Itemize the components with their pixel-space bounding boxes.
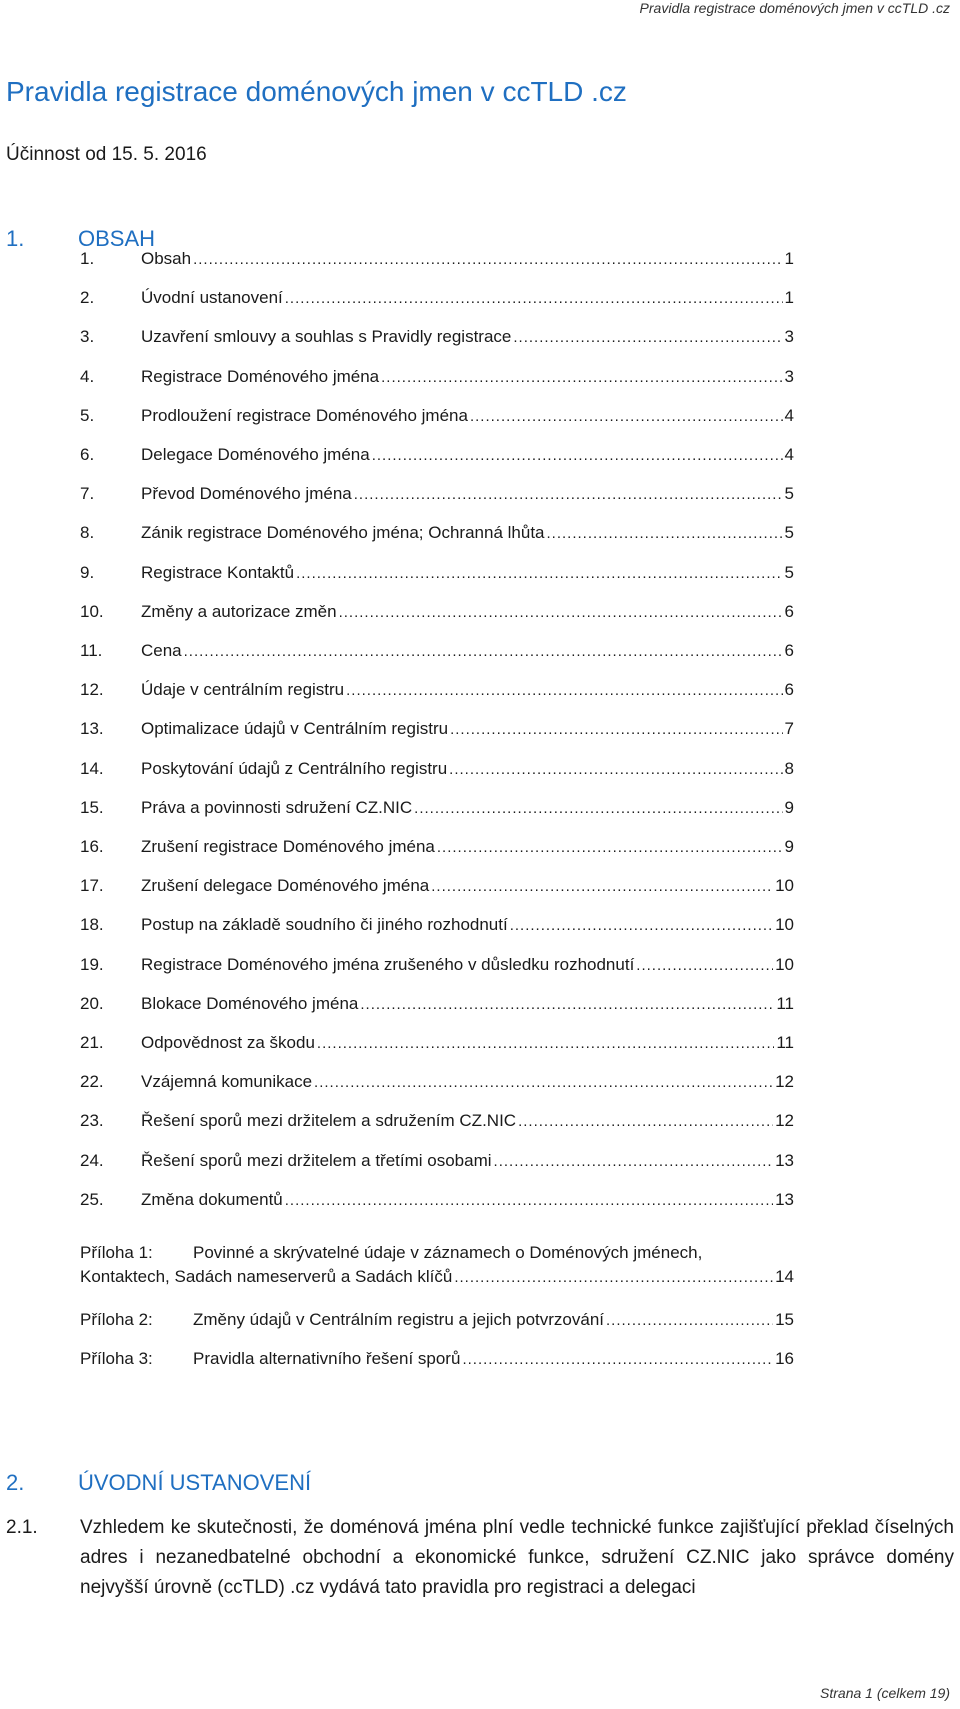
toc-entry[interactable] [80, 367, 794, 391]
toc-entry-title: Blokace Doménového jména [141, 993, 359, 1013]
toc-entry-page: 5 [784, 484, 794, 504]
toc-entry-title: Registrace Doménového jména [141, 366, 380, 386]
toc-entry-title: Úvodní ustanovení [141, 288, 283, 308]
toc-entry[interactable] [80, 523, 794, 547]
toc-entry-number: 17. [80, 876, 104, 896]
section-title: ÚVODNÍ USTANOVENÍ [78, 1470, 312, 1495]
section-number: 1. [6, 226, 25, 251]
toc-entry-page: 9 [784, 837, 794, 856]
toc-entry-title: Řešení sporů mezi držitelem a třetími osobami [141, 1150, 492, 1170]
toc-leader-dots [636, 957, 773, 974]
toc-entry-title: Postup na základě soudního či jiného rozhodnutí [141, 915, 508, 935]
toc-entry-title: Uzavření smlouvy a souhlas s Pravidly registrace [141, 327, 512, 347]
toc-entry-number: 1. [80, 249, 95, 268]
toc-entry-page: 6 [784, 641, 794, 660]
toc-entry-title: Registrace Kontaktů [141, 562, 295, 582]
toc-entry-title: Obsah [141, 249, 192, 268]
toc-entry[interactable] [80, 288, 794, 312]
toc-entry-number: 10. [80, 601, 104, 621]
toc-entry-page: 10 [775, 915, 794, 935]
toc-entry-number: 14. [80, 758, 104, 778]
toc-entry-page: 8 [784, 758, 794, 778]
toc-entry-title: Zánik registrace Doménového jména; Ochranná lhůta [141, 523, 545, 543]
toc-leader-dots [354, 486, 783, 503]
toc-entry-title: Zrušení delegace Doménového jména [141, 876, 430, 896]
toc-entry-title: Změny a autorizace změn [141, 601, 337, 621]
toc-leader-dots [494, 1153, 774, 1170]
toc-entry-title: Zrušení registrace Doménového jména [141, 837, 435, 856]
toc-entry[interactable] [80, 759, 794, 783]
toc-entry[interactable] [80, 641, 794, 665]
paragraph-number: 2.1. [6, 1517, 38, 1538]
toc-entry-number: 20. [80, 993, 104, 1013]
toc-entry-number: 8. [80, 523, 95, 543]
toc-entry-number: 7. [80, 484, 95, 504]
toc-entry-page: 3 [784, 327, 794, 347]
toc-entry-title: Údaje v centrálním registru [141, 680, 345, 700]
toc-leader-dots [450, 721, 782, 738]
toc-entry-number: 25. [80, 1189, 104, 1209]
toc-entry-number: 6. [80, 445, 95, 464]
annex-page: 14 [775, 1267, 794, 1286]
toc-entry-page: 7 [784, 719, 794, 739]
toc-entry-page: 1 [784, 288, 794, 308]
toc-entry-title: Delegace Doménového jména [141, 445, 370, 464]
toc-leader-dots [470, 408, 783, 425]
toc-annex-entry[interactable] [80, 1243, 794, 1291]
toc-entry-page: 11 [776, 1033, 794, 1052]
toc-entry-title: Optimalizace údajů v Centrálním registru [141, 719, 449, 739]
toc-entry-page: 4 [784, 445, 794, 464]
toc-entry-title: Odpovědnost za škodu [141, 1033, 315, 1052]
toc-leader-dots [285, 1192, 773, 1209]
toc-entry[interactable] [80, 719, 794, 743]
toc-entry-number: 18. [80, 915, 104, 935]
toc-entry[interactable] [80, 798, 794, 822]
paragraph-2-1 [6, 1513, 954, 1603]
toc-leader-dots [513, 329, 782, 346]
toc-entry[interactable] [80, 876, 794, 900]
toc-entry[interactable] [80, 406, 794, 430]
annex-title-line1: Povinné a skrývatelné údaje v záznamech o Doménových jménech, [193, 1243, 703, 1262]
toc-leader-dots [285, 290, 783, 307]
section-title: OBSAH [78, 226, 156, 251]
toc-entry-page: 5 [784, 523, 794, 543]
toc-entry-page: 10 [775, 876, 794, 896]
toc-leader-dots [547, 525, 783, 542]
toc-entry-page: 5 [784, 562, 794, 582]
toc-leader-dots [360, 996, 774, 1013]
intro-section-heading [6, 1470, 311, 1496]
toc-entry-number: 12. [80, 680, 104, 700]
toc-leader-dots [437, 839, 783, 856]
toc-leader-dots [510, 917, 773, 934]
toc-entry[interactable] [80, 994, 794, 1018]
toc-entry[interactable] [80, 1033, 794, 1057]
toc-entry-title: Převod Doménového jména [141, 484, 352, 504]
toc-leader-dots [431, 878, 773, 895]
toc-leader-dots [193, 251, 782, 268]
toc-entry-title: Prodloužení registrace Doménového jména [141, 405, 468, 425]
toc-leader-dots [317, 1035, 774, 1052]
toc-annex-entry[interactable] [80, 1310, 794, 1334]
toc-leader-dots [462, 1351, 773, 1368]
toc-entry[interactable] [80, 1111, 794, 1135]
toc-entry-title: Vzájemná komunikace [141, 1072, 313, 1092]
toc-entry[interactable] [80, 249, 794, 273]
toc-entry-number: 19. [80, 954, 104, 974]
toc-entry[interactable] [80, 484, 794, 508]
toc-leader-dots [372, 447, 783, 464]
toc-entry-title: Práva a povinnosti sdružení CZ.NIC [141, 797, 413, 817]
toc-entry-page: 11 [776, 993, 794, 1013]
toc-entry-page: 1 [784, 249, 794, 268]
toc-entry-page: 3 [784, 366, 794, 386]
annex-title-line2: Kontaktech, Sadách nameserverů a Sadách klíčů [80, 1267, 453, 1286]
toc-entry[interactable] [80, 1151, 794, 1175]
toc-entry[interactable] [80, 1190, 794, 1214]
effective-date: Účinnost od 15. 5. 2016 [6, 144, 207, 165]
toc-entry-page: 9 [784, 797, 794, 817]
annex-page: 16 [775, 1349, 794, 1368]
toc-entry-number: 15. [80, 797, 104, 817]
annex-title-line1: Změny údajů v Centrálním registru a jejich potvrzování [193, 1310, 605, 1329]
annex-page: 15 [775, 1310, 794, 1329]
toc-entry-number: 5. [80, 405, 95, 425]
toc-entry-number: 22. [80, 1072, 104, 1092]
toc-entry-number: 13. [80, 719, 104, 739]
toc-entry[interactable] [80, 680, 794, 704]
toc-entry-page: 12 [775, 1111, 794, 1131]
toc-entry-title: Registrace Doménového jména zrušeného v důsledku rozhodnutí [141, 954, 635, 974]
toc-entry[interactable] [80, 1072, 794, 1096]
annex-label: Příloha 1: [80, 1243, 153, 1262]
toc-leader-dots [346, 682, 782, 699]
toc-entry-page: 10 [775, 954, 794, 974]
toc-leader-dots [449, 761, 782, 778]
toc-leader-dots [184, 643, 783, 660]
toc-entry-number: 4. [80, 366, 95, 386]
toc-entry[interactable] [80, 602, 794, 626]
toc-leader-dots [606, 1312, 773, 1329]
paragraph-text: Vzhledem ke skutečnosti, že doménová jména plní vedle technické funkce zajišťující překlad číselných adres i nezanedbatelné obchodní a ekonomické funkce, sdružení CZ.NIC jako správce domény nejvyšší úrovně (ccTLD) .cz vydává tato pravidla pro registraci a delegaci [80, 1517, 954, 1598]
toc-entry-page: 6 [784, 680, 794, 700]
toc-entry-number: 16. [80, 837, 104, 856]
annex-label: Příloha 3: [80, 1349, 153, 1368]
toc-entry-title: Cena [141, 641, 182, 660]
toc-entry[interactable] [80, 327, 794, 351]
toc-leader-dots [381, 369, 782, 386]
toc-entry-number: 3. [80, 327, 95, 347]
toc-annex-entry[interactable] [80, 1349, 794, 1373]
toc-leader-dots [296, 565, 782, 582]
toc-entry[interactable] [80, 915, 794, 939]
toc-entry-page: 12 [775, 1072, 794, 1092]
document-title: Pravidla registrace doménových jmen v ccTLD .cz [6, 76, 627, 107]
toc-entry-title: Poskytování údajů z Centrálního registru [141, 758, 448, 778]
toc-entry-title: Změna dokumentů [141, 1189, 283, 1209]
toc-entry[interactable] [80, 445, 794, 469]
toc-entry-number: 21. [80, 1033, 104, 1052]
toc-entry-number: 23. [80, 1111, 104, 1131]
toc-entry[interactable] [80, 955, 794, 979]
toc-entry-number: 11. [80, 641, 103, 660]
toc-leader-dots [518, 1113, 773, 1130]
toc-entry[interactable] [80, 563, 794, 587]
toc-entry-title: Řešení sporů mezi držitelem a sdružením CZ.NIC [141, 1111, 517, 1131]
toc-leader-dots [414, 800, 782, 817]
toc-entry-number: 2. [80, 288, 95, 308]
annex-label: Příloha 2: [80, 1310, 153, 1329]
toc-leader-dots [454, 1269, 773, 1286]
toc-entry-number: 9. [80, 562, 95, 582]
page-footer: Strana 1 (celkem 19) [820, 1685, 950, 1701]
toc-entry[interactable] [80, 837, 794, 861]
toc-entry-page: 13 [775, 1150, 794, 1170]
toc-leader-dots [314, 1074, 773, 1091]
toc-entry-number: 24. [80, 1150, 104, 1170]
toc-entry-page: 6 [784, 601, 794, 621]
section-number: 2. [6, 1470, 25, 1495]
annex-title-line1: Pravidla alternativního řešení sporů [193, 1349, 461, 1368]
running-header: Pravidla registrace doménových jmen v ccTLD .cz [639, 0, 950, 16]
toc-leader-dots [339, 604, 783, 621]
toc-entry-page: 13 [775, 1189, 794, 1209]
toc-entry-page: 4 [784, 405, 794, 425]
